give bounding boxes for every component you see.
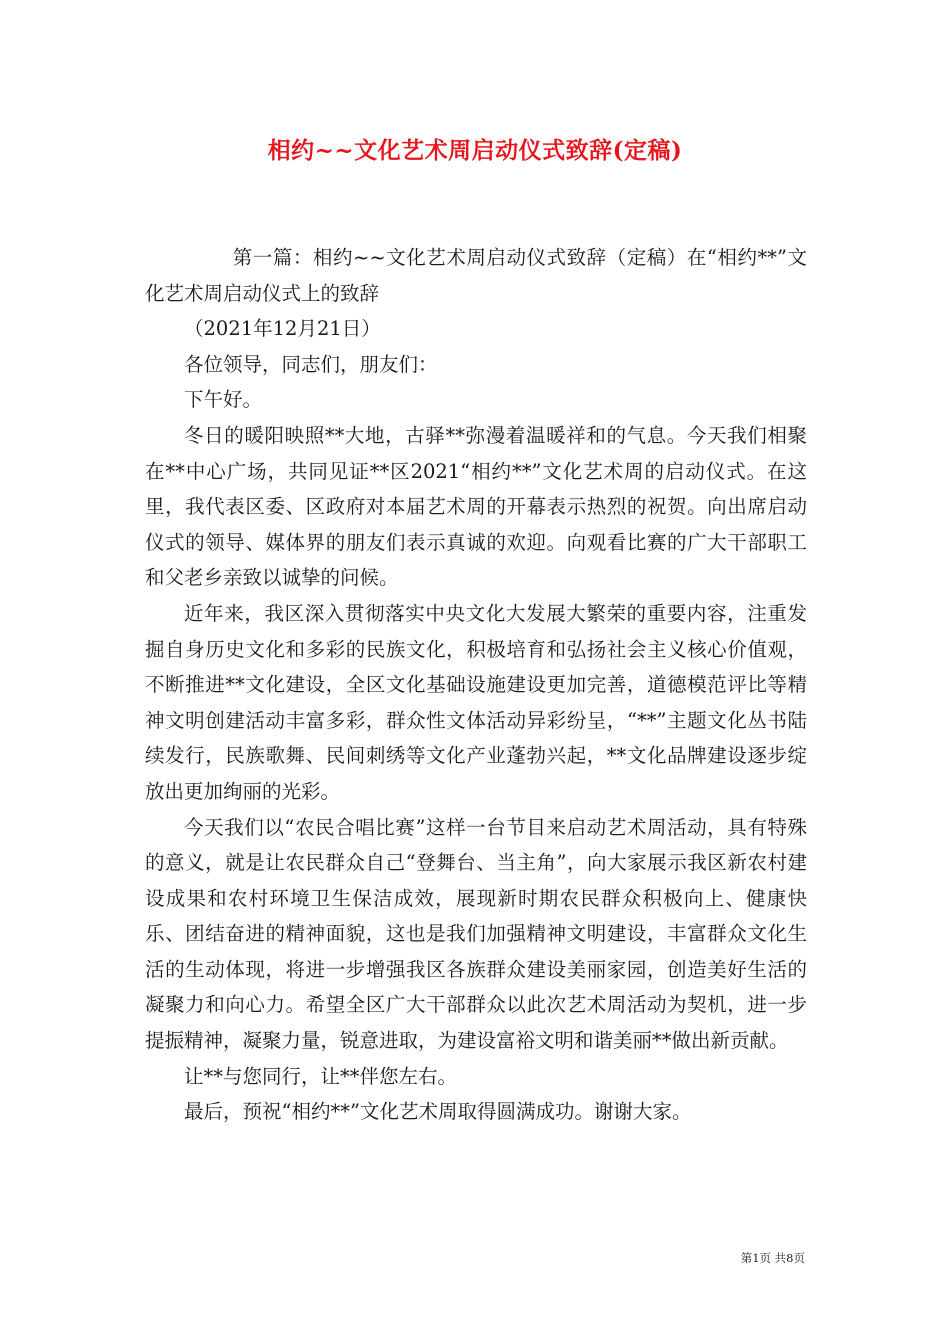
page-number: 第1页 共8页 <box>740 1251 805 1265</box>
paragraph-greeting: 下午好。 <box>184 388 263 412</box>
document-title: 相约~~文化艺术周启动仪式致辞(定稿) <box>267 137 683 164</box>
paragraph-body-1: 冬日的暖阳映照**大地，古驿**弥漫着温暖祥和的气息。今天我们相聚在**中心广场，共同见证**区2021“相约**”文化艺术周的启动仪式。在这里，我代表区委、区政府对本届艺术周的开幕表示热烈的祝贺。向出席启动仪式的领导、媒体界的朋友们表示真诚的欢迎。向观看比赛的广大干部职工和父老乡亲致以诚挚的问候。 <box>145 423 807 590</box>
paragraph-intro: 第一篇：相约~~文化艺术周启动仪式致辞（定稿）在“相约**”文化艺术周启动仪式上的致辞 <box>145 246 807 305</box>
paragraph-closing: 最后，预祝“相约**”文化艺术周取得圆满成功。谢谢大家。 <box>184 1100 692 1124</box>
paragraph-salutation: 各位领导，同志们，朋友们： <box>184 352 438 376</box>
paragraph-body-2: 近年来，我区深入贯彻落实中央文化大发展大繁荣的重要内容，注重发掘自身历史文化和多彩的民族文化，积极培育和弘扬社会主义核心价值观，不断推进**文化建设，全区文化基础设施建设更加完善，道德模范评比等精神文明创建活动丰富多彩，群众性文体活动异彩纷呈，“**”主题文化丛书陆续发行，民族歌舞、民间刺绣等文化产业蓬勃兴起，**文化品牌建设逐步绽放出更加绚丽的光彩。 <box>145 601 807 803</box>
paragraph-body-3: 今天我们以“农民合唱比赛”这样一台节目来启动艺术周活动，具有特殊的意义，就是让农民群众自己“登舞台、当主角”，向大家展示我区新农村建设成果和农村环境卫生保洁成效，展现新时期农民群众积极向上、健康快乐、团结奋进的精神面貌，这也是我们加强精神文明建设，丰富群众文化生活的生动体现，将进一步增强我区各族群众建设美丽家园，创造美好生活的凝聚力和向心力。希望全区广大干部群众以此次艺术周活动为契机，进一步提振精神，凝聚力量，锐意进取，为建设富裕文明和谐美丽**做出新贡献。 <box>145 815 807 1053</box>
paragraph-body-4: 让**与您同行，让**伴您左右。 <box>184 1064 458 1088</box>
paragraph-date: （2021年12月21日） <box>184 317 381 341</box>
document-body <box>145 240 807 1130</box>
